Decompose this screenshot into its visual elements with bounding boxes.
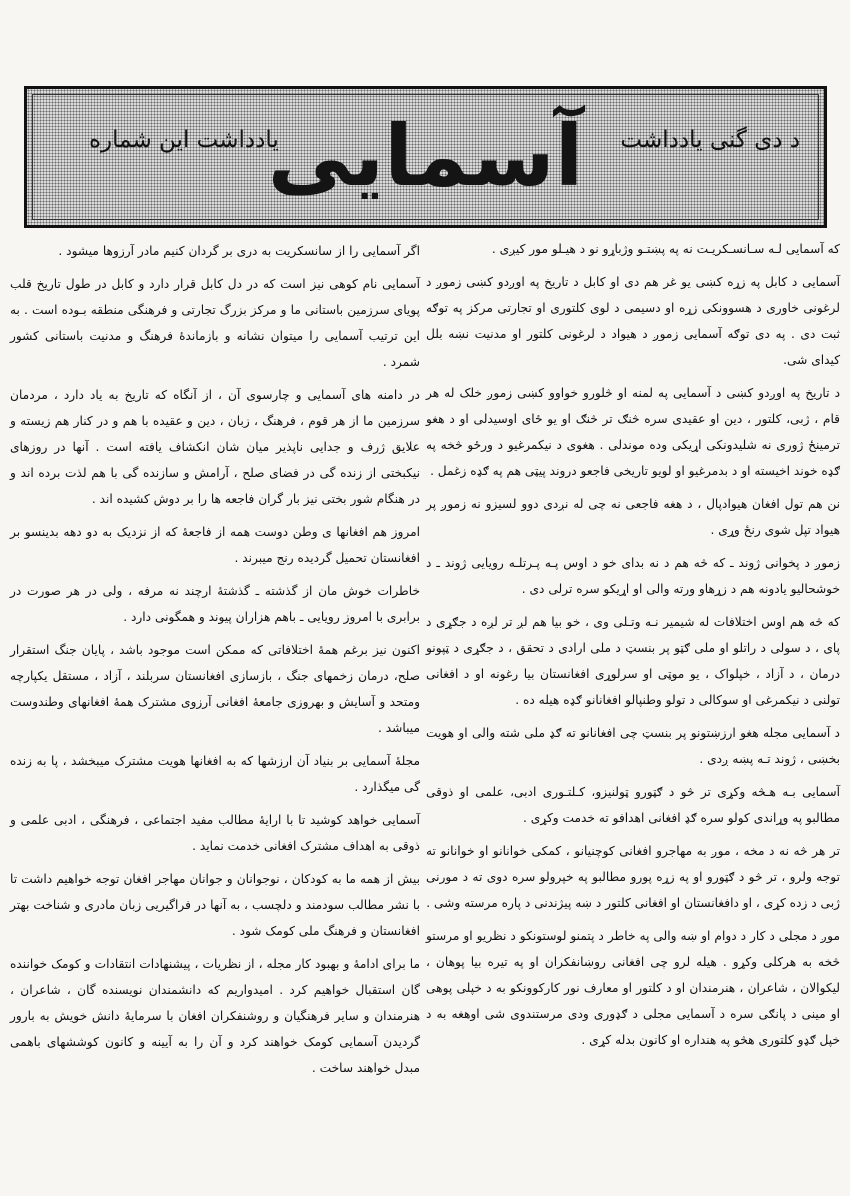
- banner-caption-pashto: د دی گنی یادداشت: [620, 127, 800, 153]
- pashto-paragraph: نن هم تول افغان هیوادپال ، د هغه فاجعی نه چی له نږدی دوو لسیزو نه زموږ پر هیواد تپل شوی رنځ وړی .: [426, 497, 840, 537]
- pashto-paragraph: که آسمایی لـه سـانسـکریـت نه په پښتـو وژباړو نو د هیـلو مور کیږی .: [491, 242, 840, 256]
- dari-paragraph: در دامنه های آسمایی و چارسوی آن ، از آنگاه که تاریخ به یاد دارد ، مردمان سرزمین ما از هر قوم ، فرهنگ ، زبان ، دین و عقیده با هم و در کنار هم زیسته و علایق ژرف و جدایی ناپذیر میان شان انکشاف یافته است . آنها در روزهای نیکبختی از زنده گی در فضای صلح ، آرامش و سازنده گی با هم لذت برده اند و در هنگام شور بختی نیز بار گران فاجعه ها را بر دوش کشیده اند .: [10, 388, 420, 506]
- pashto-paragraph: آسمایی د کابل په زړه کښی یو غر هم دی او کابل د تاریخ په اوږدو کښی زموږ د لرغونی خاوری د هسوونکی زړه او دسیمی د لوی کلتوری او تجارتی مرکز په توګه ثبت دی . په دی توګه آسمایی زموږ د هیواد د لرغونی کلتور او مدنیت نښه بلل کیدای شی.: [426, 275, 840, 367]
- dari-paragraph: اگر آسمایی را از سانسکریت به دری بر گردان کنیم مادر آرزوها میشود .: [58, 244, 420, 258]
- masthead-banner: [24, 86, 827, 228]
- dari-paragraph: امروز هم افغانها ی وطن دوست همه از فاجعهٔ که از نزدیک به دو دهه بدینسو بر افغانستان تحمیل گردیده رنج میبرند .: [10, 525, 420, 565]
- dari-paragraph: آسمایی نام کوهی نیز است که در دل کابل قرار دارد و کابل در طول تاریخ قلب پویای سرزمین باستانی ما و مرکز بزرگ تجارتی و فرهنگی منطقه بـوده است . به این ترتیب آسمایی را میتوان نشانه و بازماندهٔ فرهنگ و مدنیت باستانی کشور شمرد .: [10, 277, 420, 369]
- magazine-title: آسمایی: [267, 107, 584, 205]
- dari-paragraph: خاطرات خوش مان از گذشته ـ گذشتهٔ ارچند نه مرفه ، ولی در هر صورت در برابری با امروز رویایی ـ باهم هزاران پیوند و همگونی دارد .: [10, 584, 420, 624]
- dari-paragraph: ما برای ادامهٔ و بهبود کار مجله ، از نظریات ، پیشنهادات انتقادات و کومک خواننده گان استقبال خواهیم کرد . امیدواریم که دانشمندان نویسنده گان ، شاعران ، هنرمندان و سایر فرهنگیان و روشنفکران افغان با سرمایهٔ دانش خویش به بارور گردیدن آسمایی کومک خواهند کرد و آن را به آیینه و کانون کوششهای باهمی مبدل خواهند ساخت .: [10, 957, 420, 1075]
- pashto-paragraph: د آسمایی مجله هغو ارزښتونو پر بنسټ چی افغانانو ته ګډ ملی شته والی او هویت بخښی ، ژوند تـه پښه ږدی .: [426, 726, 840, 766]
- dari-paragraph: آسمایی خواهد کوشید تا با ارایهٔ مطالب مفید اجتماعی ، فرهنگی ، ادبی علمی و ذوقی به اهداف مشترک افغانی خدمت نماید .: [10, 813, 420, 853]
- banner-caption-dari: یادداشت این شماره: [89, 127, 279, 153]
- pashto-paragraph: که څه هم اوس اختلافات له شیمیر نـه وتـلی وی ، خو بیا هم لږ تر لږه د جګړی د پای ، د سولی د راتلو او ملی ګټو پر بنسټ د ملی ارادی د تحقق ، د جګړی د ټپونو درمان ، د آزاد ، خپلواک ، یو موټی او سرلوړی افغانستان بیا رغونه او د افغانی تولنی د نیکمرغی او سوکالی د تولو وطنپالو افغانانو ګډه هیله ده .: [426, 615, 840, 707]
- pashto-paragraph: موږ د مجلی د کار د دوام او ښه والی په خاطر د پتمنو لوستونکو د نظریو او مرستو څخه به هرکلی وکړو . هیله لرو چی افغانی روښانفکران او په تیره بیا پوهان ، لیکوالان ، شاعران ، هنرمندان او د کلتور او معارف نور کارکوونکو به د خپلی پوهی او مینی د پانګی سره د آسمایی مجلی د ګډوری ودی مرستندوی شی اوهغه به د خپل ګډو کلتوری هڅو په هنداره او کانون بدله کړی .: [426, 929, 840, 1047]
- pashto-paragraph: تر هر څه نه د مخه ، موږ به مهاجرو افغانی کوچنیانو ، کمکی خوانانو او خوانانو ته توجه ولرو ، تر څو د ګټورو او په زړه پورو مطالبو په خپرولو سره دوی ته د مورنی ژبی د زده کړی ، او دافغانستان او افغانی کلتور د ښه پیژندنی د پاره مرسته وشی .: [426, 844, 840, 910]
- pashto-paragraph: زموږ د پخوانی ژوند ـ که څه هم د نه بدای خو د اوس پـه پـرتلـه رویایی ژوند ـ د خوشحالیو یادونه هم د زړهاو ورته والی او اړیکو سره ترلی دی .: [426, 556, 840, 596]
- pashto-paragraph: د تاریخ په اوږدو کښی د آسمایی په لمنه او څلورو خواوو کښی زموږ خلک له هر قام ، ژبی، کلتور ، دین او عقیدی سره څنګ تر څنګ او یو ځای اوسیدلی او د هغو ترمینځ ژوری نه شلیدونکی اړیکی وده موندلی . هغوی د نیکمرغیو د ورځو څخه په ګډه خوند اخیسته او د بدمرغیو او لویو تاریخی فاجعو دروند پیټی هم په ګډه زغمل .: [426, 386, 840, 478]
- pashto-column: [426, 236, 840, 1060]
- dari-paragraph: اکنون نیز برغم همهٔ اختلافاتی که ممکن است موجود باشد ، پایان جنگ استقرار صلح، درمان زخمهای جنگ ، بازسازی افغانستان سربلند ، آزاد ، مستقل یکپارچه ومتحد و آسایش و بهروزی جامعهٔ افغانی آرزوی مشترک همهٔ افغانهای وطندوست میباشد .: [10, 643, 420, 735]
- pashto-paragraph: آسمایی بـه هـڅه وکړی تر څو د ګټورو ټولنیزو، کـلتـوری ادبی، علمی او ذوقی مطالبو په وړاندی کولو سره ګډ افغانی اهدافو ته خدمت وکړی .: [426, 785, 840, 825]
- dari-column: [10, 238, 420, 1088]
- dari-paragraph: بیش از همه ما به کودکان ، نوجوانان و جوانان مهاجر افغان توجه خواهیم داشت تا با نشر مطالب سودمند و دلچسب ، به آنها در فراگیریی زبان مادری و شناخت بهتر افغانستان و فرهنگ ملی کومک شود .: [10, 872, 420, 938]
- dari-paragraph: مجلهٔ آسمایی بر بنیاد آن ارزشها که به افغانها هویت مشترک میبخشد ، پا به زنده گی میگذارد .: [10, 754, 420, 794]
